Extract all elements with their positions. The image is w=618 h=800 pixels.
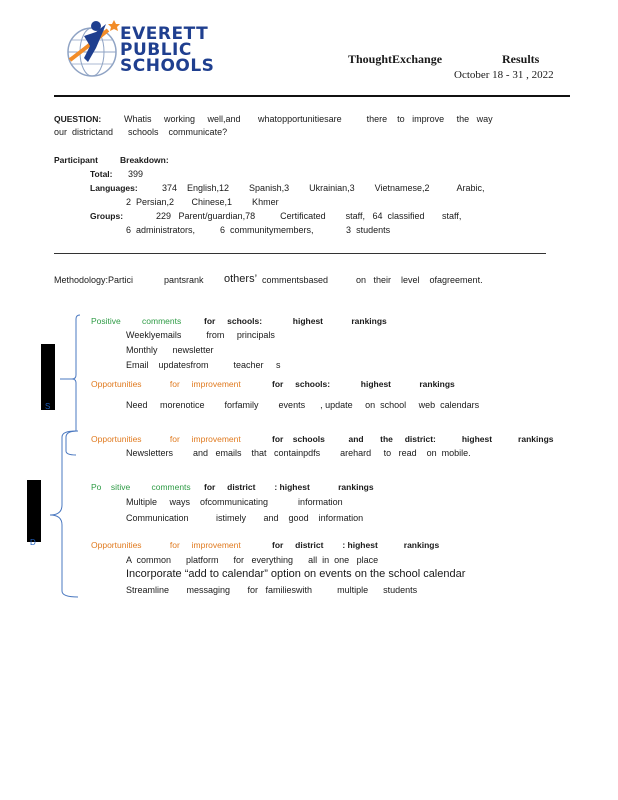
section-5-heading-rest: for district : highest rankings [272, 540, 440, 550]
side-letter-s: S [45, 402, 51, 411]
section-5-heading-colored: Opportunities for improvement [91, 540, 241, 550]
section-2-heading-colored: Opportunities for improvement [91, 379, 241, 389]
district-logo [62, 14, 232, 82]
section-1-heading-rest: for schools: highest rankings [204, 316, 387, 326]
section-5-item-1: A common platform for everything all in one place [126, 555, 379, 565]
report-title: ThoughtExchange [348, 52, 443, 66]
methodology-mid-1: pantsrank [164, 275, 204, 285]
methodology-mid-3: commentsbased [262, 275, 329, 285]
section-divider [54, 253, 546, 254]
section-3-item-1: Newsletters and emails that containpdfs arehard to read on mobile. [126, 448, 471, 458]
section-4-item-1: Multiple ways ofcommunicating information [126, 497, 343, 507]
question-line-1: Whatis working well,and whatopportunitiesare there to improve the way [124, 114, 493, 124]
section-2-item-1: Need morenotice forfamily events , update on school web calendars [126, 400, 480, 410]
section-1-heading-colored: Positive comments [91, 316, 182, 326]
groups-label: Groups: [90, 211, 124, 221]
header-divider [54, 95, 570, 97]
languages-label: Languages: [90, 183, 138, 193]
languages-line-1: 374 English,12 Spanish,3 Ukrainian,3 Vietnamese,2 Arabic, [162, 183, 485, 193]
total-value: 399 [128, 169, 144, 179]
section-3-heading-rest: for schools and the district: highest rankings [272, 434, 554, 444]
groups-line-1: 229 Parent/guardian,78 Certificated staff, 64 classified staff, [156, 211, 462, 221]
logo-globe-icon [62, 14, 122, 80]
total-label: Total: [90, 169, 113, 179]
section-1-item-1: Weeklyemails from principals [126, 330, 275, 340]
report-results-label: Results [502, 52, 540, 66]
grouping-bracket [50, 305, 90, 605]
logo-word-1: EVERETT [120, 24, 209, 44]
section-5-item-3: Streamline messaging for familieswith multiple students [126, 585, 418, 595]
methodology-prefix: Methodology:Partici [54, 275, 134, 285]
section-5-item-2: Incorporate “add to calendar” option on events on the school calendar [126, 568, 466, 580]
groups-line-2: 6 administrators, 6 communitymembers, 3 students [126, 225, 391, 235]
section-4-heading-rest: for district : highest rankings [204, 482, 374, 492]
section-4-item-2: Communication istimely and good information [126, 513, 364, 523]
logo-word-2: PUBLIC [120, 40, 192, 60]
section-1-item-2: Monthly newsletter [126, 345, 214, 355]
report-date: October 18 - 31 , 2022 [454, 69, 554, 81]
logo-word-3: SCHOOLS [120, 56, 215, 76]
question-line-2: our districtand schools communicate? [54, 127, 228, 137]
methodology-rest: on their level ofagreement. [356, 275, 483, 285]
participant-label: Participant [54, 155, 98, 165]
section-3-heading-colored: Opportunities for improvement [91, 434, 241, 444]
question-label: QUESTION: [54, 114, 102, 124]
methodology-mid-2: others’ [224, 273, 258, 285]
side-letter-d: D [30, 538, 36, 547]
redaction-bar-district [27, 480, 41, 542]
breakdown-label: Breakdown: [120, 155, 169, 165]
section-4-heading-colored: Po sitive comments [91, 482, 191, 492]
section-2-heading-rest: for schools: highest rankings [272, 379, 455, 389]
section-1-item-3: Email updatesfrom teacher s [126, 360, 281, 370]
languages-line-2: 2 Persian,2 Chinese,1 Khmer [126, 197, 279, 207]
